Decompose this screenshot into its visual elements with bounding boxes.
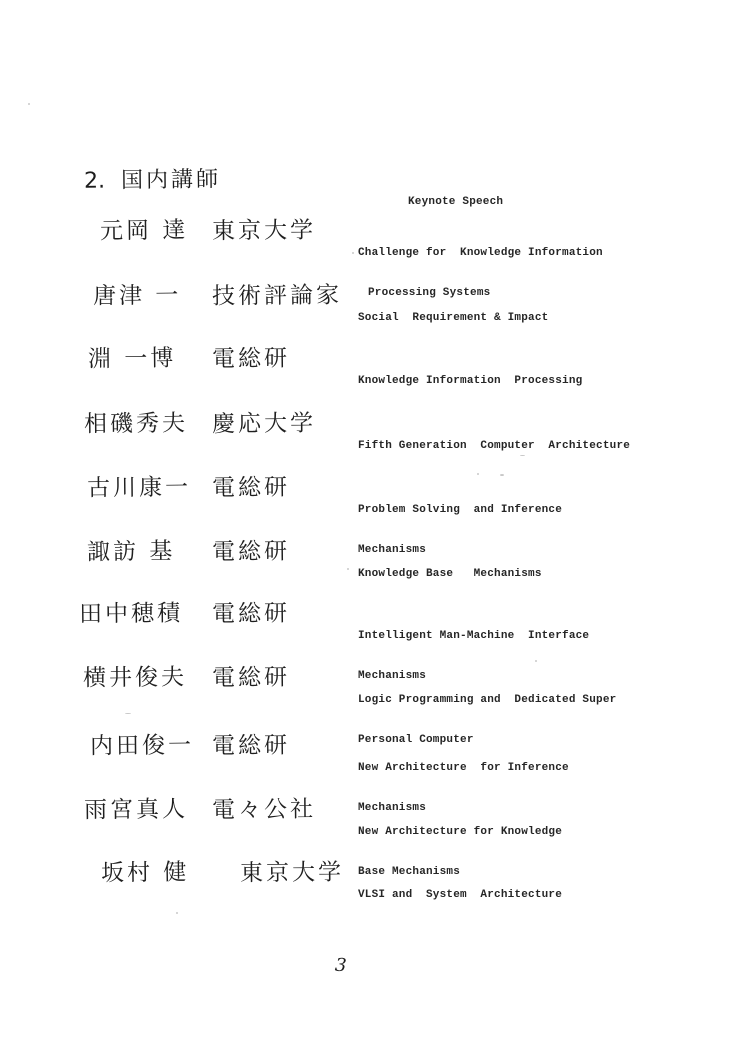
speaker-affiliation: 慶応大学: [211, 410, 317, 438]
topic-line: Personal Computer: [358, 734, 474, 746]
speaker-row: [0, 410, 750, 454]
speaker-row: [0, 859, 750, 903]
section-title: 国内講師: [120, 167, 222, 194]
topic-line: Mechanisms: [358, 802, 427, 814]
speaker-name: 古川康一: [86, 474, 192, 502]
section-number: 2.: [83, 168, 106, 194]
speaker-name: 雨宮真人: [83, 796, 189, 824]
speaker-name: 坂村 健: [100, 859, 190, 887]
speaker-affiliation: 電総研: [211, 538, 291, 566]
speaker-affiliation: 東京大学: [211, 217, 317, 245]
speaker-name: 相磯秀夫: [83, 410, 189, 438]
speaker-name: 横井俊夫: [82, 664, 188, 692]
speaker-affiliation: 電総研: [211, 664, 291, 692]
topic-line: New Architecture for Knowledge: [358, 826, 563, 838]
scan-speck: [352, 252, 354, 254]
scan-speck: [347, 568, 349, 570]
topic-line: Knowledge Information Processing: [358, 375, 583, 387]
topic-line: Fifth Generation Computer Architecture: [358, 440, 631, 452]
scan-speck: [520, 455, 525, 456]
topic-line: Problem Solving and Inference: [358, 504, 563, 516]
topic-line: Knowledge Base Mechanisms: [358, 568, 542, 580]
topic-line: Intelligent Man-Machine Interface: [358, 630, 590, 642]
topic-line: Logic Programming and Dedicated Super: [358, 694, 617, 706]
scan-speck: [477, 473, 479, 475]
speaker-name: 唐津 一: [92, 282, 182, 310]
speaker-name: 諏訪 基: [86, 538, 176, 566]
scan-speck: [28, 103, 30, 105]
speaker-affiliation: 東京大学: [239, 859, 345, 887]
speaker-row: [0, 345, 750, 389]
speaker-affiliation: 技術評論家: [211, 282, 343, 310]
scan-speck: [535, 660, 537, 662]
scan-speck: [125, 713, 131, 714]
topic-line: Processing Systems: [368, 287, 491, 299]
topic-line: Social Requirement & Impact: [358, 312, 549, 324]
page-number: 3: [334, 954, 348, 977]
speaker-row: [0, 282, 750, 326]
scan-speck: [176, 912, 178, 914]
topic-line: Mechanisms: [358, 544, 427, 556]
topic-line: Mechanisms: [358, 670, 427, 682]
topic-line: Challenge for Knowledge Information: [358, 247, 603, 259]
topic-line: VLSI and System Architecture: [358, 889, 563, 901]
speaker-affiliation: 電総研: [211, 732, 291, 760]
speaker-name: 内田俊一: [89, 732, 195, 760]
speaker-name: 田中穂積: [78, 600, 184, 628]
speaker-affiliation: 電総研: [211, 474, 291, 502]
speaker-affiliation: 電総研: [211, 345, 291, 373]
topic-line: Base Mechanisms: [358, 866, 461, 878]
keynote-speech-column-header: Keynote Speech: [408, 196, 504, 208]
speaker-row: [0, 538, 750, 582]
speech-topic: [358, 863, 562, 951]
speaker-affiliation: 電々公社: [211, 796, 317, 824]
section-heading: [84, 162, 221, 194]
speaker-affiliation: 電総研: [211, 600, 291, 628]
speaker-name: 元岡 達: [99, 217, 189, 245]
topic-line: New Architecture for Inference: [358, 762, 569, 774]
scan-speck: [500, 474, 504, 476]
speaker-name: 淵 一博: [87, 345, 177, 373]
